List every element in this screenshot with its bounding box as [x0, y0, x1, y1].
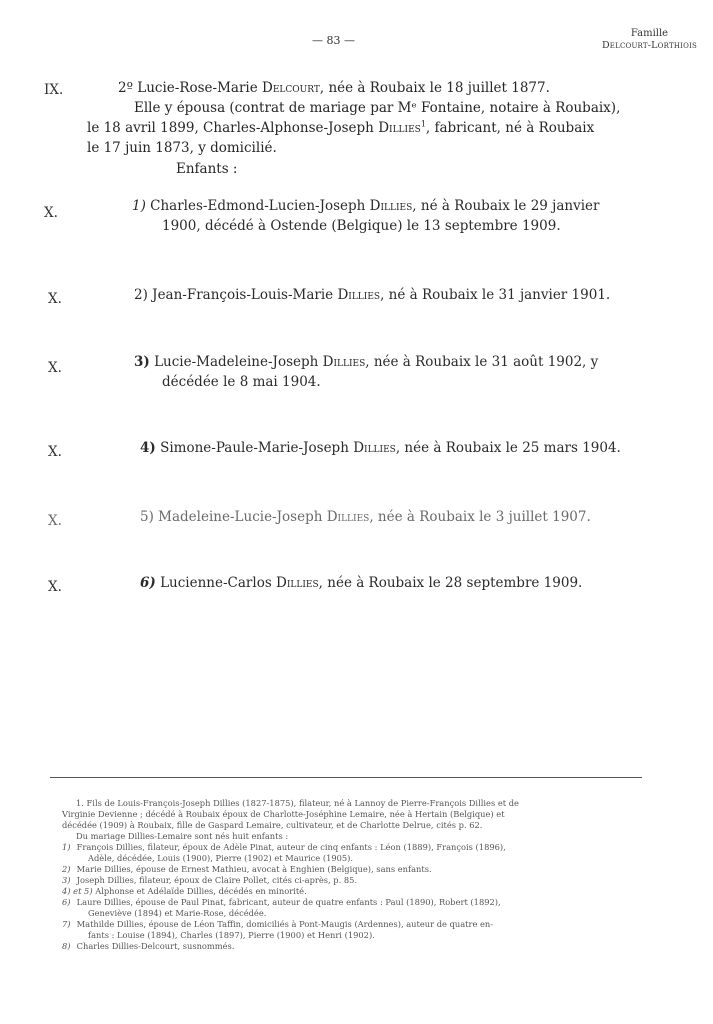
footnote-item: 7) Mathilde Dillies, épouse de Léon Taffin, domiciliés à Pont-Maugis (Ardennes), auteur de quatre en- [62, 919, 494, 929]
page-number: — 83 — [312, 34, 355, 47]
child-number: 2) [134, 287, 148, 303]
child-number: 4) [140, 440, 156, 456]
child-text-prefix: Charles-Edmond-Lucien-Joseph [150, 198, 370, 214]
footnote-1-line4: Du mariage Dillies-Lemaire sont nés huit enfants : [76, 831, 289, 841]
generation-marker-x: X. [44, 205, 58, 221]
child-text-prefix: Simone-Paule-Marie-Joseph [160, 440, 354, 456]
child-text-suffix: , né à Roubaix le 31 janvier 1901. [380, 287, 611, 303]
generation-marker-ix: IX. [44, 82, 64, 98]
footnote-item-cont: fants : Louise (1894), Charles (1897), Pierre (1900) et Henri (1902). [88, 930, 375, 940]
generation-marker-x: X. [48, 360, 62, 376]
generation-marker-x: X. [48, 444, 62, 460]
enfants-label: Enfants : [176, 161, 238, 177]
child-entry-4 [140, 438, 621, 458]
main-entry-line3 [87, 118, 594, 138]
child-entry-1-line2: 1900, décédé à Ostende (Belgique) le 13 septembre 1909. [162, 218, 561, 234]
child-surname: Dillies [369, 198, 413, 214]
child-text-prefix: Lucie-Madeleine-Joseph [154, 354, 323, 370]
child-number: 1) [132, 198, 146, 214]
child-entry-6 [140, 573, 582, 593]
main-entry-line3-prefix: le 18 avril 1899, Charles-Alphonse-Joseph [87, 120, 379, 136]
footnote-item-cont: Geneviève (1894) et Marie-Rose, décédée. [88, 908, 267, 918]
footnote-ref: 1 [420, 119, 426, 129]
generation-marker-x: X. [48, 513, 62, 529]
child-entry-3-line2: décédée le 8 mai 1904. [162, 374, 321, 390]
spouse-surname: Dillies [378, 120, 421, 136]
child-entry-3 [134, 352, 598, 372]
generation-marker-x: X. [48, 579, 62, 595]
child-entry-5 [140, 507, 591, 527]
family-label: Famille [630, 28, 669, 39]
footnote-item: 4) et 5) Alphonse et Adélaïde Dillies, décédés en minorité. [62, 886, 307, 896]
child-entry-2 [134, 285, 610, 305]
footnote-item-cont: Adèle, décédée, Louis (1900), Pierre (1902) et Maurice (1905). [88, 853, 354, 863]
child-surname: Dillies [337, 287, 381, 303]
child-surname: Dillies [276, 575, 319, 591]
child-text-prefix: Madeleine-Lucie-Joseph [158, 509, 327, 525]
child-text-suffix: , née à Roubaix le 3 juillet 1907. [369, 509, 591, 525]
child-text-prefix: Lucienne-Carlos [160, 575, 277, 591]
footnote-item: 1) François Dillies, filateur, époux de Adèle Pinat, auteur de cinq enfants : Léon (1889), François (1896), [62, 842, 506, 852]
main-entry-line1-suffix: , née à Roubaix le 18 juillet 1877. [319, 80, 550, 96]
child-entry-1 [132, 196, 599, 216]
footnote-rule [50, 777, 642, 778]
footnote-1-line3: décédée (1909) à Roubaix, fille de Gaspard Lemaire, cultivateur, et de Charlotte Delrue, cités p. 62. [62, 820, 483, 830]
footnote-1-line1: 1. Fils de Louis-François-Joseph Dillies (1827-1875), filateur, né à Lannoy de Pierre-François Dillies et de [76, 798, 519, 808]
child-text-suffix: , née à Roubaix le 31 août 1902, y [365, 354, 599, 370]
child-surname: Dillies [353, 440, 396, 456]
main-entry-surname: Delcourt [262, 80, 320, 96]
family-name: Delcourt-Lorthiois [601, 40, 697, 51]
child-number: 5) [140, 509, 154, 525]
generation-marker-x: X. [48, 291, 62, 307]
child-surname: Dillies [322, 354, 366, 370]
footnote-item: 3) Joseph Dillies, filateur, époux de Claire Pollet, cités ci-après, p. 85. [62, 875, 358, 885]
footnote-1-line2: Virginie Devienne ; décédé à Roubaix époux de Charlotte-Joséphine Lemaire, née à Hertain (Belgique) et [62, 809, 505, 819]
footnotes [62, 798, 652, 952]
child-number: 3) [134, 354, 150, 370]
child-text-suffix: , née à Roubaix le 25 mars 1904. [395, 440, 621, 456]
footnote-item: 6) Laure Dillies, épouse de Paul Pinat, fabricant, auteur de quatre enfants : Paul (1890), Robert (1892), [62, 897, 501, 907]
child-text-suffix: , né à Roubaix le 29 janvier [412, 198, 600, 214]
child-text-prefix: Jean-François-Louis-Marie [152, 287, 338, 303]
child-number: 6) [140, 575, 156, 591]
main-entry-line4: le 17 juin 1873, y domicilié. [87, 140, 277, 156]
main-entry-line1-prefix: 2º Lucie-Rose-Marie [118, 80, 263, 96]
main-entry-line1 [118, 78, 550, 98]
child-surname: Dillies [326, 509, 370, 525]
footnote-item: 8) Charles Dillies-Delcourt, susnommés. [62, 941, 235, 951]
child-text-suffix: , née à Roubaix le 28 septembre 1909. [318, 575, 583, 591]
main-entry-line2: Elle y épousa (contrat de mariage par Mᵉ Fontaine, notaire à Roubaix), [134, 100, 621, 116]
family-header [602, 28, 697, 52]
footnote-item: 2) Marie Dillies, épouse de Ernest Mathieu, avocat à Enghien (Belgique), sans enfants. [62, 864, 432, 874]
main-entry-line3-suffix: , fabricant, né à Roubaix [425, 120, 595, 136]
